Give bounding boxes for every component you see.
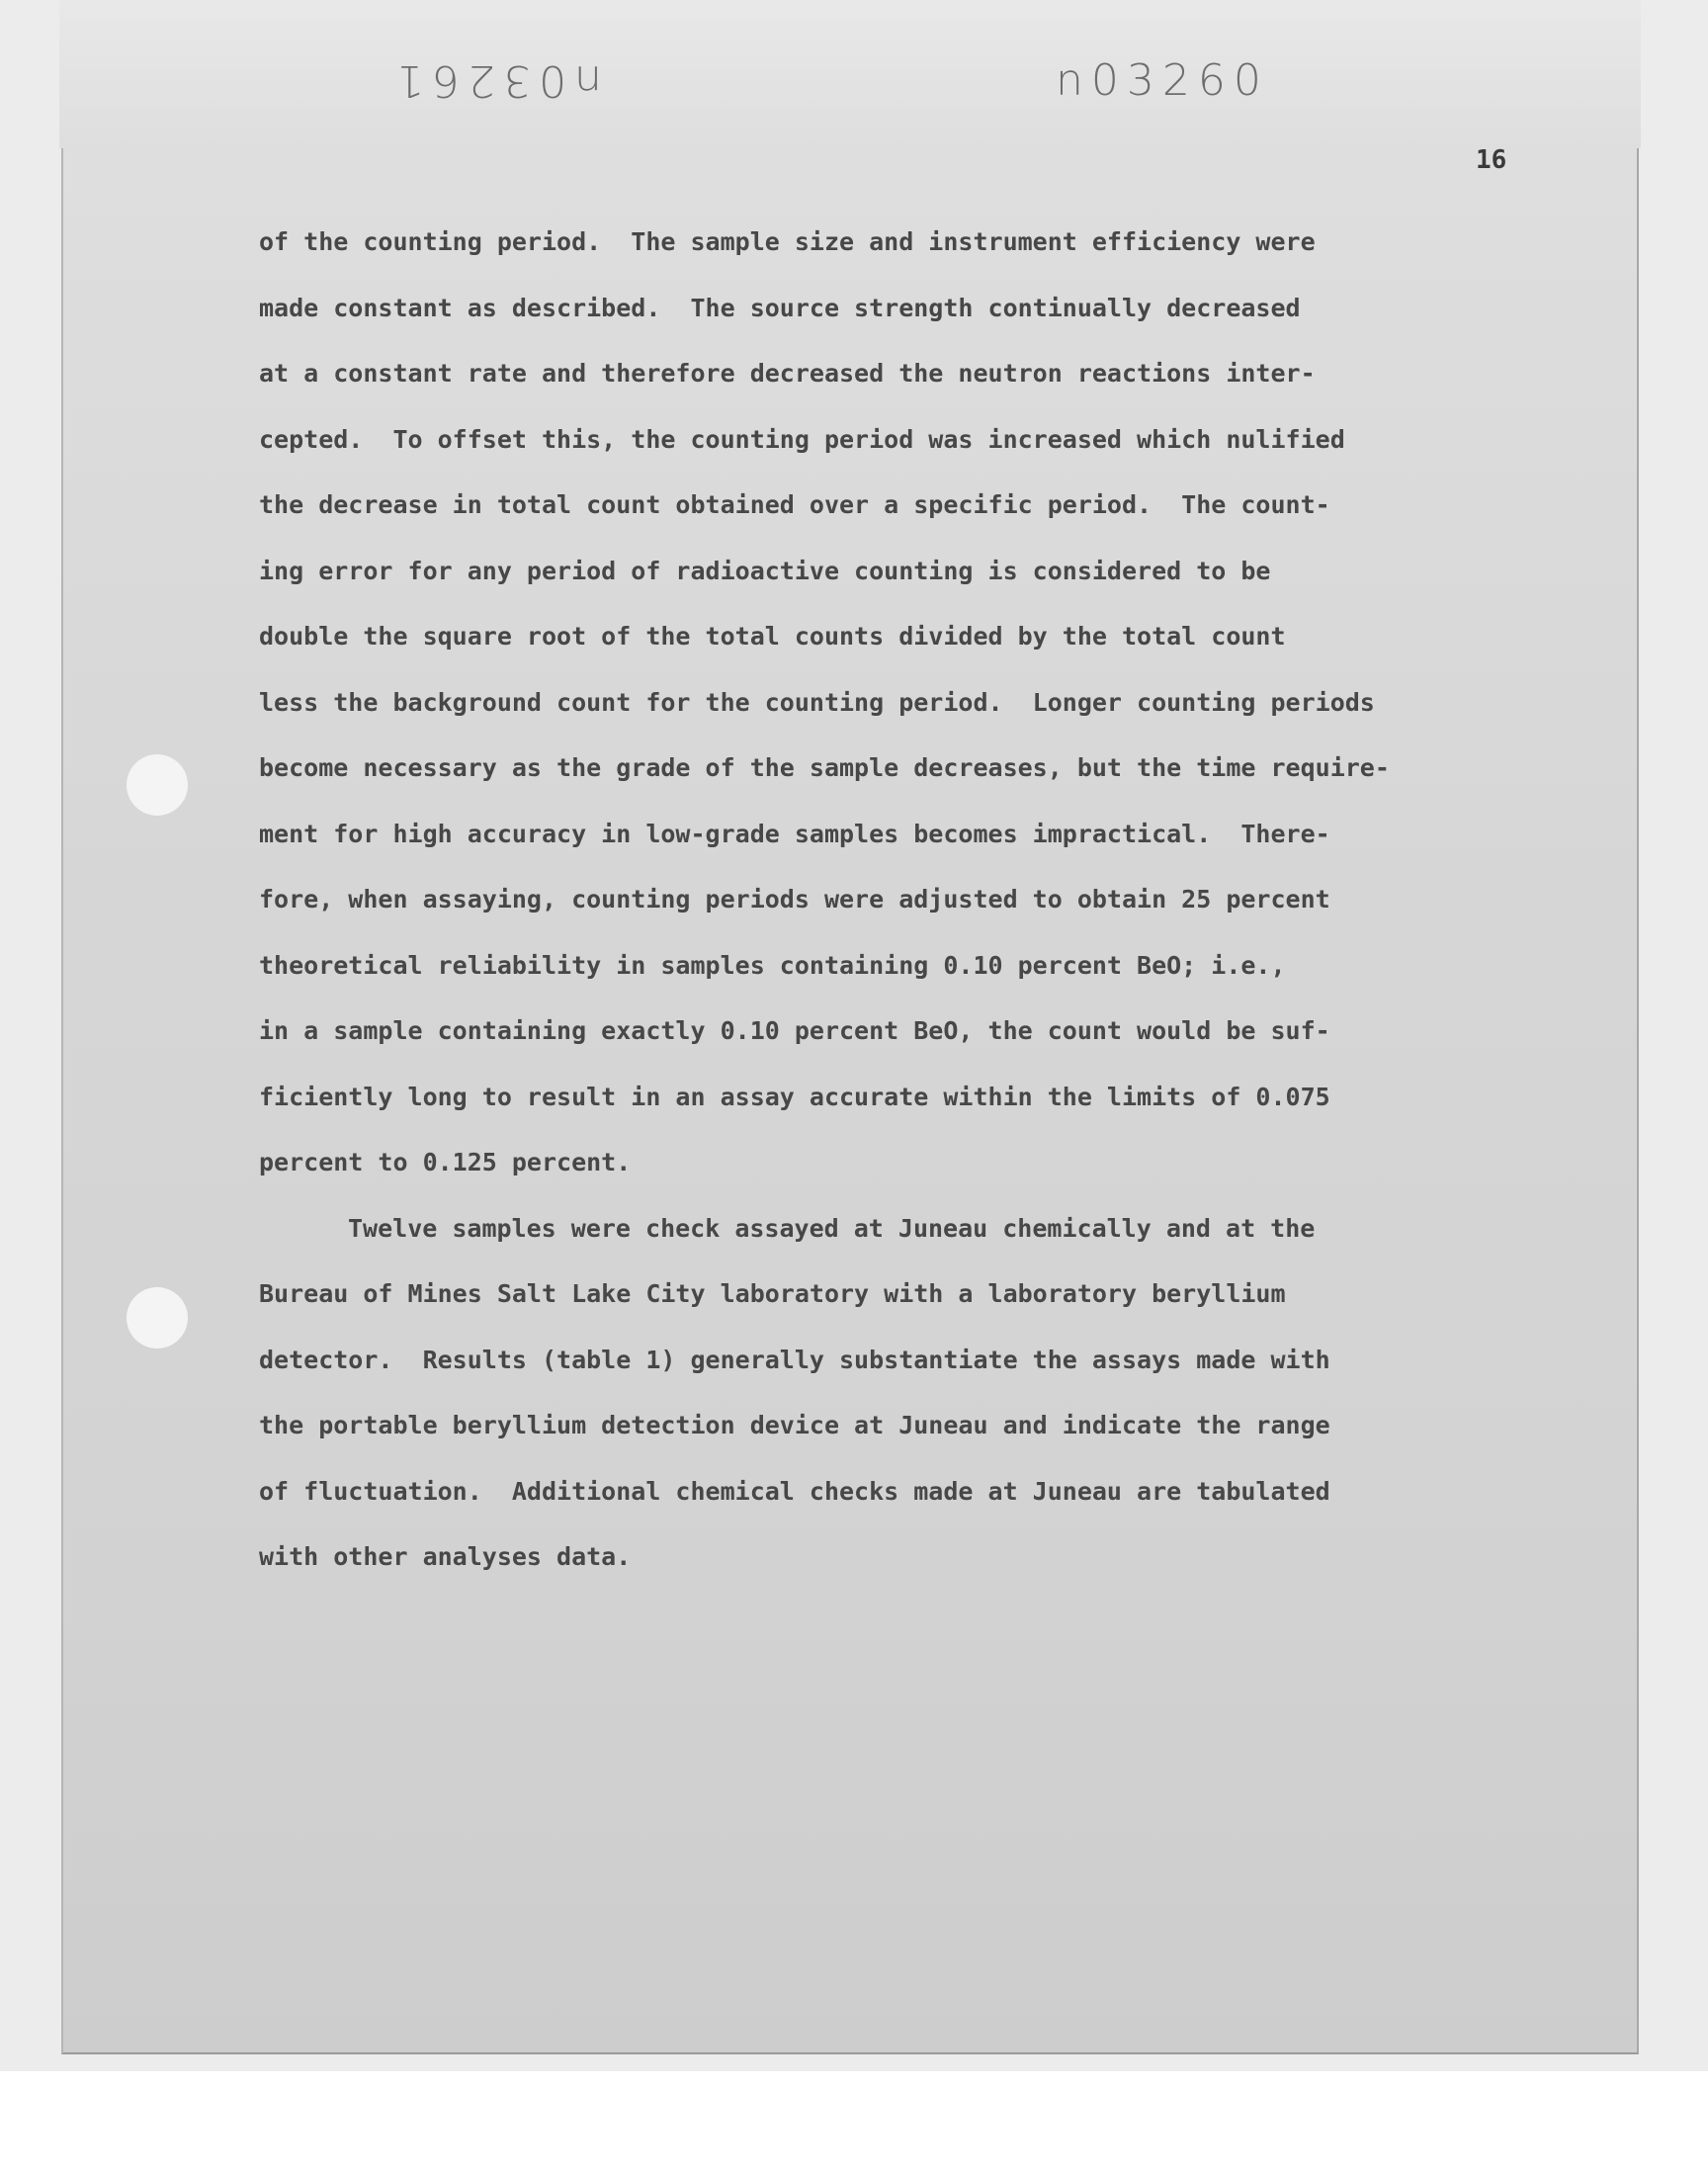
text-line: ing error for any period of radioactive counting is considered to be [259, 556, 1271, 585]
text-line: Twelve samples were check assayed at Juneau chemically and at the [348, 1213, 1316, 1243]
text-line: detector. Results (table 1) generally substantiate the assays made with [259, 1345, 1330, 1374]
punch-hole-lower [127, 1287, 188, 1348]
stamp-number-right: n03260 [1056, 55, 1269, 106]
text-line: made constant as described. The source strength continually decreased [259, 293, 1301, 322]
text-line: cepted. To offset this, the counting period was increased which nulified [259, 424, 1345, 454]
text-line: with other analyses data. [259, 1542, 632, 1571]
body-text [259, 210, 1544, 1591]
text-line: the portable beryllium detection device at Juneau and indicate the range [259, 1411, 1330, 1439]
paragraph-2 [259, 1196, 1544, 1591]
text-line: fore, when assaying, counting periods were adjusted to obtain 25 percent [259, 885, 1330, 914]
punch-hole-upper [127, 754, 188, 816]
text-line: in a sample containing exactly 0.10 percent BeO, the count would be suf- [259, 1016, 1330, 1045]
text-line: the decrease in total count obtained over a specific period. The count- [259, 490, 1330, 519]
paragraph-1 [259, 210, 1544, 1196]
sheet-top-area [59, 0, 1641, 148]
stamp-number-left: n03261 [388, 55, 602, 106]
text-line: theoretical reliability in samples containing 0.10 percent BeO; i.e., [259, 950, 1286, 980]
text-line: of the counting period. The sample size and instrument efficiency were [259, 227, 1316, 256]
page-number: 16 [1476, 145, 1507, 175]
text-line: less the background count for the counting period. Longer counting periods [259, 687, 1375, 717]
text-line: percent to 0.125 percent. [259, 1148, 632, 1176]
text-line: of fluctuation. Additional chemical checks made at Juneau are tabulated [259, 1476, 1330, 1506]
text-line: double the square root of the total counts divided by the total count [259, 622, 1286, 651]
text-line: at a constant rate and therefore decreased the neutron reactions inter- [259, 359, 1316, 388]
text-line: ment for high accuracy in low-grade samples becomes impractical. There- [259, 819, 1330, 848]
text-line: become necessary as the grade of the sample decreases, but the time require- [259, 753, 1390, 782]
text-line: ficiently long to result in an assay accurate within the limits of 0.075 [259, 1082, 1330, 1111]
text-line: Bureau of Mines Salt Lake City laboratory with a laboratory beryllium [259, 1279, 1286, 1308]
